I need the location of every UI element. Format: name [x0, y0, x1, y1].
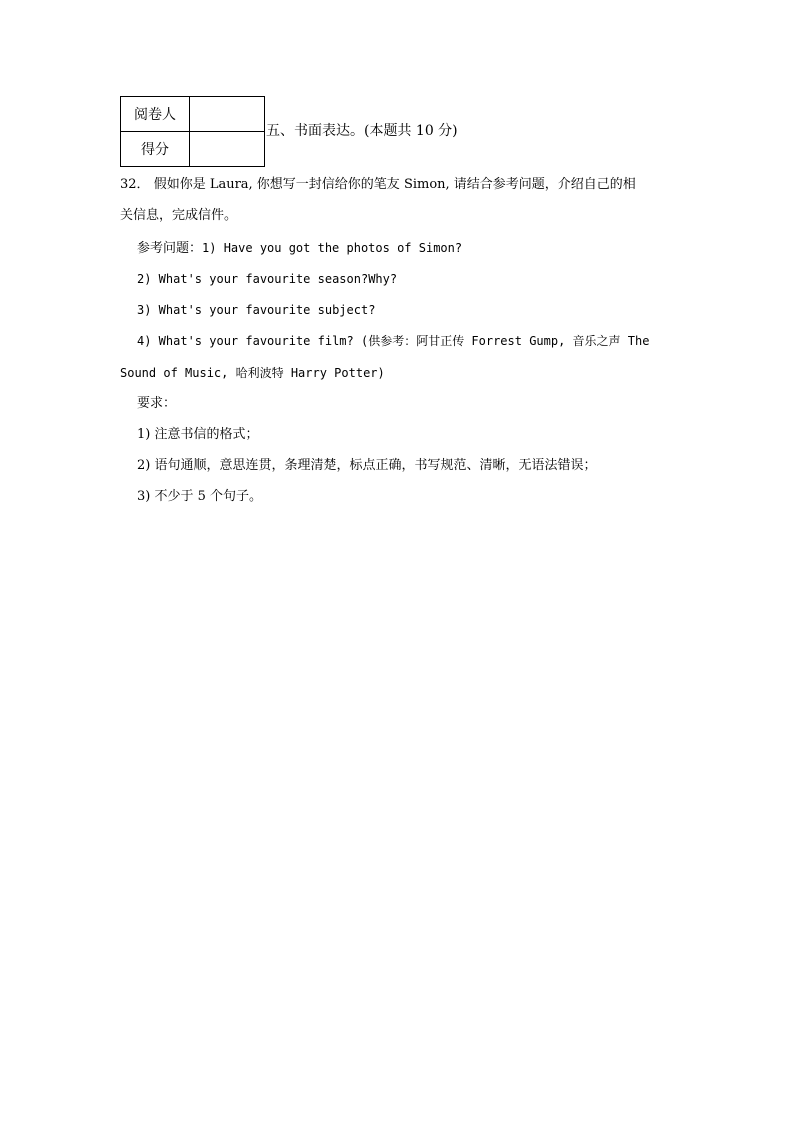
reference-item: 3) What's your favourite subject? [137, 303, 376, 317]
question-prompt-line-1 [120, 176, 636, 194]
reference-item-continuation: Sound of Music, 哈利波特 Harry Potter) [120, 366, 385, 380]
requirements-label: 要求： [137, 396, 177, 411]
reference-item: 1) Have you got the photos of Simon? [202, 241, 463, 255]
requirement-item: 2) 语句通顺，意思连贯，条理清楚，标点正确，书写规范、清晰，无语法错误； [137, 458, 597, 473]
score-row [121, 132, 265, 167]
grader-label: 阅卷人 [121, 97, 190, 132]
score-value-cell[interactable] [190, 132, 265, 167]
reference-label: 参考问题： [137, 241, 203, 256]
question-number: 32． [120, 177, 150, 192]
score-table [120, 96, 265, 167]
reference-item: 2) What's your favourite season?Why? [137, 272, 398, 286]
question-prompt-line-2: 关信息，完成信件。 [120, 208, 238, 223]
reference-line-1 [137, 239, 462, 258]
grader-row [121, 97, 265, 132]
requirement-item: 3) 不少于 5 个句子。 [137, 489, 263, 504]
question-prompt-text: 假如你是 Laura, 你想写一封信给你的笔友 Simon, 请结合参考问题，介绍自己的相 [153, 177, 636, 192]
score-label: 得分 [121, 132, 190, 167]
grader-value-cell[interactable] [190, 97, 265, 132]
reference-item: 4) What's your favourite film? (供参考：阿甘正传 Forrest Gump, 音乐之声 The [137, 334, 650, 348]
requirement-item: 1) 注意书信的格式； [137, 427, 259, 442]
section-title: 五、书面表达。(本题共 10 分) [266, 123, 458, 139]
